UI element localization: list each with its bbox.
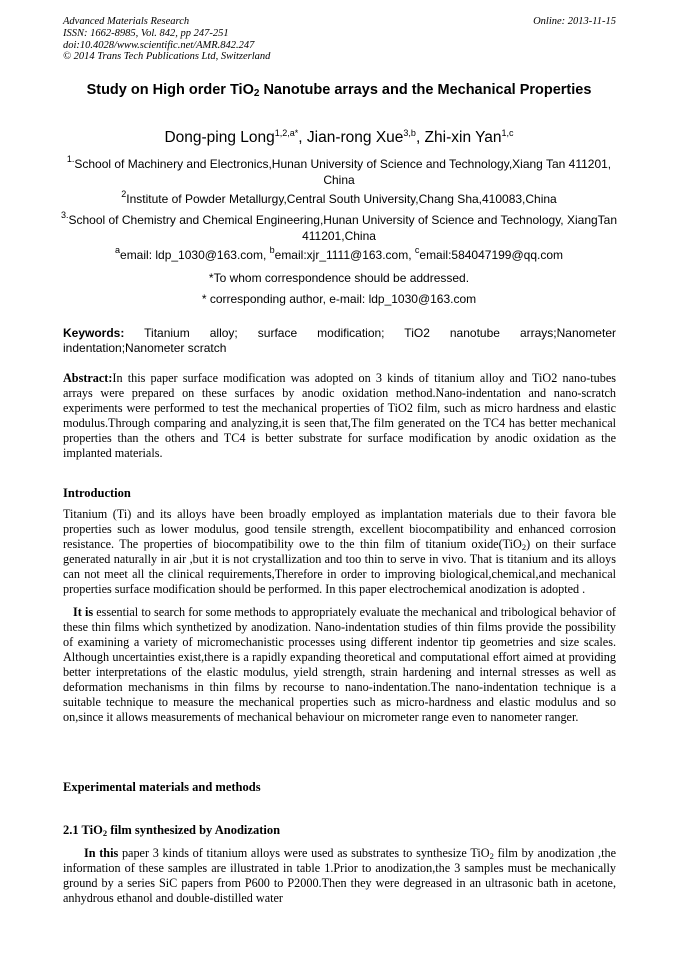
keywords [63,326,616,355]
corresponding-author: * corresponding author, e-mail: ldp_1030@163.com [201,292,477,306]
correspondence-note: *To whom correspondence should be addressed. [208,271,470,285]
paper-title [70,81,608,100]
keywords-text: Titanium alloy; surface modification; TiO2 nanotube arrays;Nanometer indentation;Nanometer scratch [63,326,616,355]
email-line [60,247,618,263]
affiliation-3 [60,212,618,244]
paragraph-text: film by anodization ,the information of these samples are illustrated in table 1.Prior to anodization,the 3 samples must be mechanically ground by a series SiC papers from P600 to P2000.Then they were degreased in an ultrasonic bath in acetone, anhydrous ethanol and double-distilled water [63,846,616,906]
author-name: , Jian-rong Xue [298,129,404,146]
affiliation-2 [60,191,618,207]
paragraph-text: Titanium (Ti) and its alloys have been broadly employed as implantation materials due to their favora ble properties such as lower modulus, good tensile strength, excellent biocompatibility and enhanced corrosion resistance. The properties of biocompatibility owe to the thin film of titanium oxide(TiO [63,507,616,552]
affiliation-text: School of Machinery and Electronics,Hunan University of Science and Technology,Xiang Tan 411201, China [74,157,612,187]
subscript: 2 [521,542,527,553]
subsection-text: film synthesized by Anodization [107,823,281,837]
introduction-paragraph-1 [63,507,616,597]
subscript: 2 [102,828,108,838]
author-marker: 3,b [403,128,416,138]
author-marker: 1,c [501,128,514,138]
email-marker: a [115,245,121,255]
paragraph-lead: It is [73,605,94,619]
abstract-label: Abstract: [63,371,113,385]
paragraph-text: essential to search for some methods to appropriately evaluate the mechanical and tribological behavior of these thin films which synthetized by anodization. Nano-indentation studies of thin films provide the possibility of examining a variety of micromechanistic processes using different indentor tip geometries and size scales. Although uncertainties exist,there is a rapidly expanding theoretical and computational effort aimed at providing better interpretations of the elastic modulus, yield strength, strain hardening and internal stresses as well as deformation mechanisms in thin films by recourse to nano-indentation.The nano-indentation technique is a suitable technique to measure the mechanical properties such as micro-hardness and elastic modulus and so on,since it allows measurements of mechanical behaviour on micrometer range even to nanometer ranger. [63,605,616,725]
journal-name: Advanced Materials Research [63,16,190,27]
title-subscript: 2 [253,88,260,99]
doi-line: doi:10.4028/www.scientific.net/AMR.842.247 [63,39,255,51]
author-list [40,128,638,148]
author-name: Dong-ping Long [164,129,275,146]
methods-heading: Experimental materials and methods [63,780,261,794]
introduction-heading: Introduction [63,486,131,500]
email-marker: b [269,245,275,255]
copyright-line: © 2014 Trans Tech Publications Ltd, Switzerland [63,51,271,63]
email-link[interactable]: email:584047199@qq.com [419,248,563,262]
title-part-2: Nanotube arrays and the Mechanical Properties [259,82,592,98]
author-marker: 1,2,a* [274,128,299,138]
affiliation-text: School of Chemistry and Chemical Engineering,Hunan University of Science and Technology, XiangTan 411201,China [68,213,618,243]
affiliation-1 [60,156,618,188]
abstract [63,371,616,461]
methods-paragraph [63,846,616,906]
paragraph-text: ) on their surface generated naturally in air ,but it is not crystallization and too thin to serve in vivo. That is titanium and its alloys can not meet all the clinical requirements,Therefore in order to improving biological,chemical,and mechanical properties surface modification should be performed. In this paper electrochemical anodization is adopted . [63,537,617,597]
subscript: 2 [489,851,494,861]
keywords-label: Keywords: [63,326,125,340]
affiliation-text: Institute of Powder Metallurgy,Central South University,Chang Sha,410083,China [126,192,557,206]
paragraph-text: paper 3 kinds of titanium alloys were used as substrates to synthesize TiO [118,846,490,860]
journal-issn: ISSN: 1662-8985, Vol. 842, pp 247-251 [63,27,229,39]
subsection-heading [63,823,280,838]
paragraph-lead: In this [84,846,119,860]
email-link[interactable]: email:xjr_1111@163.com, [274,248,415,262]
online-date: Online: 2013-11-15 [533,16,616,27]
title-part-1: Study on High order TiO [86,82,254,98]
subsection-text: 2.1 TiO [63,823,103,837]
introduction-paragraph-2 [63,605,616,725]
abstract-text: In this paper surface modification was adopted on 3 kinds of titanium alloy and TiO2 nano-tubes arrays were prepared on these surfaces by anodic oxidation method.Nano-indentation and nano-scratch experiments were performed to test the mechanical properties of TiO2 film, such as micro hardness and elastic modulus.Through comparing and analyzing,it is seen that,The film generated on the TC4 has better mechanical properties than the others and TC4 is better substrate for surface modification by anodic oxidation as the implanted materials. [63,371,616,461]
email-marker: c [414,245,420,255]
email-link[interactable]: email: ldp_1030@163.com, [120,248,270,262]
journal-header [63,16,616,63]
affiliation-marker: 1. [66,154,75,164]
affiliation-marker: 2 [121,189,127,199]
author-name: , Zhi-xin Yan [415,129,502,146]
affiliation-marker: 3. [60,210,69,220]
